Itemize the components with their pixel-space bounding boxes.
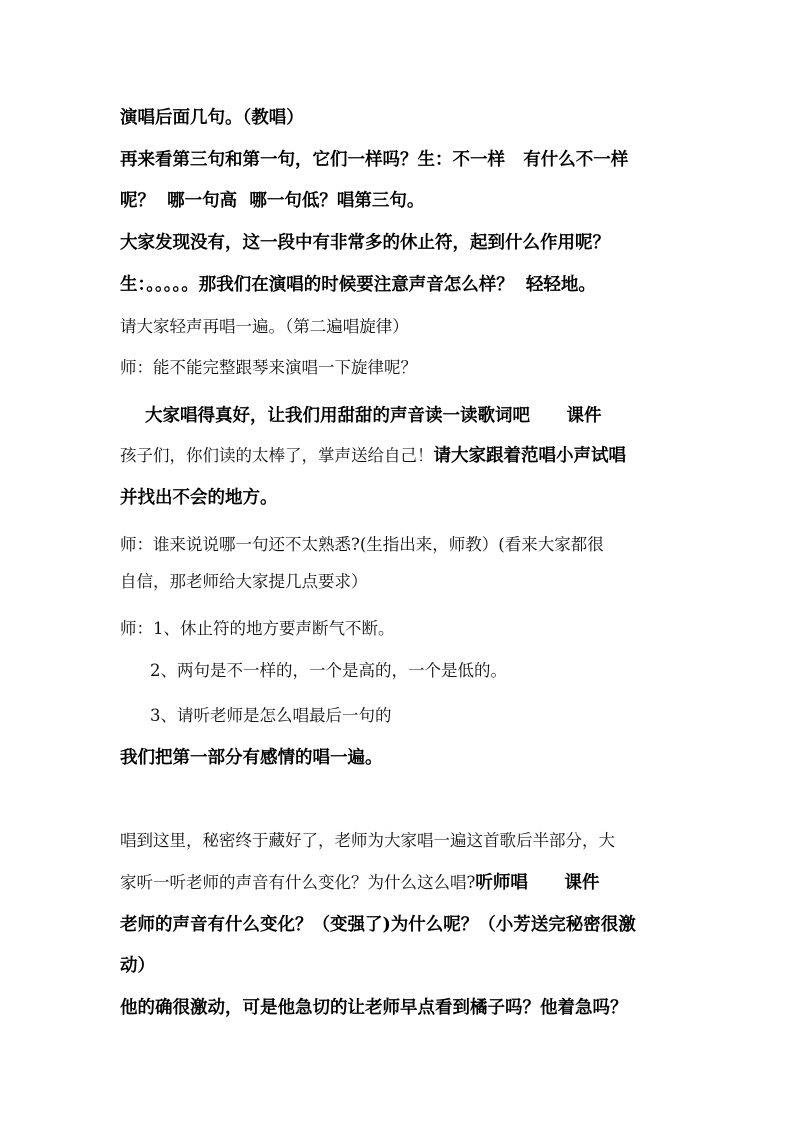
- paragraph-5: 生：。。。。。那我们在演唱的时候要注意声音怎么样？ 轻轻地。: [120, 275, 596, 295]
- paragraph-16: 我们把第一部分有感情的唱一遍。: [120, 748, 383, 768]
- paragraph-9: [120, 444, 626, 468]
- paragraph-8: 大家唱得真好，让我们用甜甜的声音读一读歌词吧 课件: [145, 406, 602, 426]
- paragraph-4: 大家发现没有，这一段中有非常多的休止符，起到什么作用呢？: [120, 233, 610, 253]
- paragraph-14: 2、两句是不一样的，一个是高的，一个是低的。: [150, 661, 507, 680]
- paragraph-12: 自信，那老师给大家提几点要求）: [120, 572, 368, 591]
- paragraph-15: 3、请听老师是怎么唱最后一句的: [150, 706, 392, 725]
- paragraph-6: 请大家轻声再唱一遍。（第二遍唱旋律）: [120, 317, 409, 336]
- paragraph-18: [120, 871, 599, 895]
- paragraph-1: 演唱后面几句。（教唱）: [120, 108, 304, 128]
- paragraph-9-bold: 请大家跟着范唱小声试唱: [433, 446, 626, 466]
- paragraph-10: 并找出不会的地方。: [120, 488, 278, 508]
- paragraph-18-normal: 家听一听老师的声音有什么变化？为什么这么唱?: [120, 873, 476, 892]
- paragraph-19: 老师的声音有什么变化？（变强了)为什么呢？（小芳送完秘密很激: [120, 915, 636, 935]
- paragraph-18-bold: 听师唱 课件: [475, 873, 600, 893]
- paragraph-2: 再来看第三句和第一句，它们一样吗？生：不一样 有什么不一样: [120, 150, 629, 170]
- paragraph-13: 师：1、休止符的地方要声断气不断。: [120, 619, 395, 638]
- paragraph-3: 呢？ 哪一句高 哪一句低？唱第三句。: [120, 191, 425, 211]
- paragraph-21: 他的确很激动，可是他急切的让老师早点看到橘子吗？他着急吗？: [120, 998, 628, 1018]
- paragraph-20: 动）: [120, 956, 155, 976]
- paragraph-17: 唱到这里，秘密终于藏好了，老师为大家唱一遍这首歌后半部分，大: [120, 831, 615, 850]
- paragraph-7: 师：能不能完整跟琴来演唱一下旋律呢？: [120, 358, 417, 377]
- paragraph-9-normal: 孩子们，你们读的太棒了，掌声送给自己！: [120, 446, 434, 465]
- paragraph-11: 师：谁来说说哪一句还不太熟悉?(生指出来，师教）(看来大家都很: [120, 535, 604, 554]
